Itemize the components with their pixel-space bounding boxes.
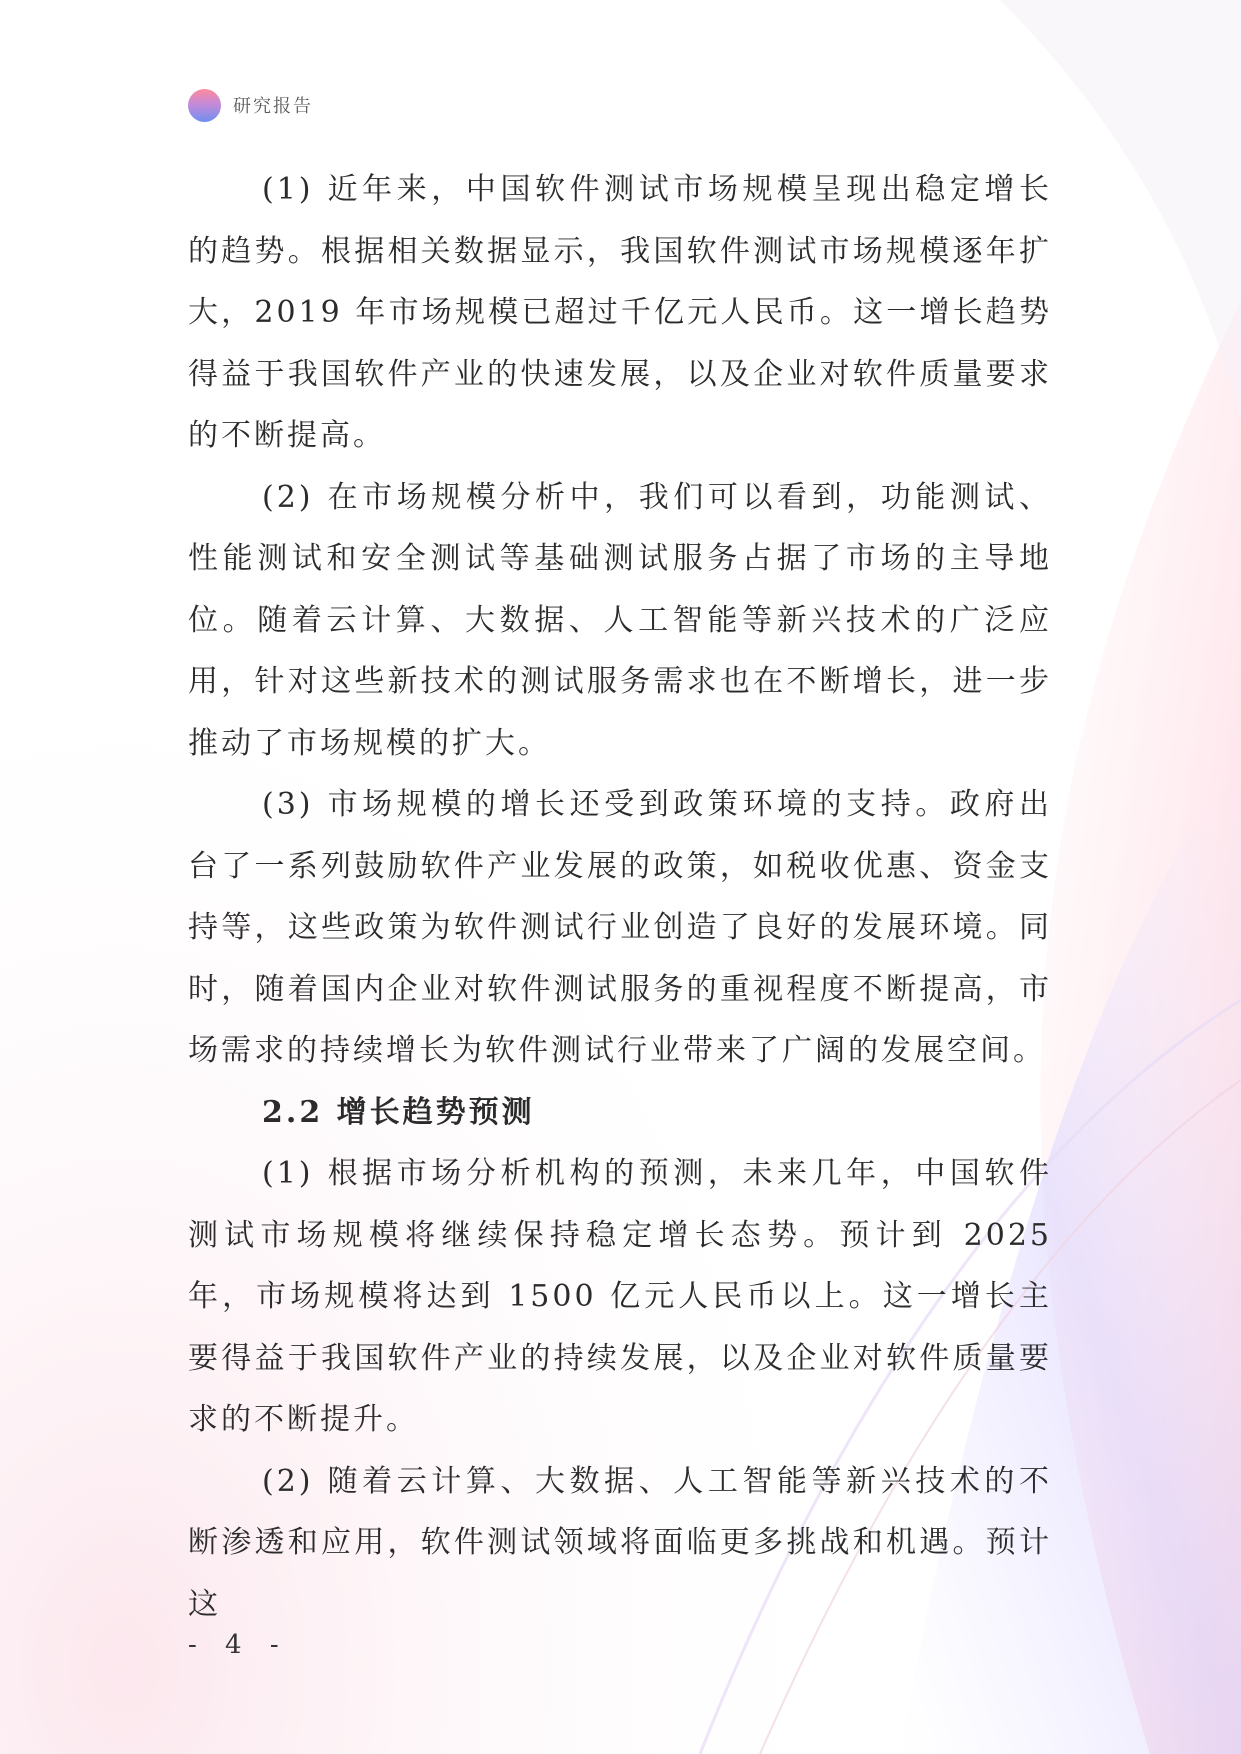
paragraph: (2) 随着云计算、大数据、人工智能等新兴技术的不断渗透和应用，软件测试领域将面临更多挑战和机遇。预计这 [188, 1463, 1052, 1622]
paragraph: (1) 根据市场分析机构的预测，未来几年，中国软件测试市场规模将继续保持稳定增长态势。预计到 2025 年，市场规模将达到 1500 亿元人民币以上。这一增长主要得益于我国软件产业的持续发展，以及企业对软件质量要求的不断提升。 [188, 1156, 1052, 1437]
paragraph: (1) 近年来，中国软件测试市场规模呈现出稳定增长的趋势。根据相关数据显示，我国软件测试市场规模逐年扩大，2019 年市场规模已超过千亿元人民币。这一增长趋势得益于我国软件产业的快速发展，以及企业对软件质量要求的不断提高。 [188, 172, 1052, 453]
section-heading: 2.2 增长趋势预测 [262, 1094, 535, 1130]
report-header [188, 88, 313, 122]
page-number: - 4 - [188, 1630, 289, 1660]
document-body [188, 159, 1052, 1635]
header-title: 研究报告 [233, 96, 313, 117]
paragraph: (2) 在市场规模分析中，我们可以看到，功能测试、性能测试和安全测试等基础测试服务占据了市场的主导地位。随着云计算、大数据、人工智能等新兴技术的广泛应用，针对这些新技术的测试服务需求也在不断增长，进一步推动了市场规模的扩大。 [188, 479, 1052, 761]
logo-circle-icon [188, 89, 221, 122]
paragraph: (3) 市场规模的增长还受到政策环境的支持。政府出台了一系列鼓励软件产业发展的政策，如税收优惠、资金支持等，这些政策为软件测试行业创造了良好的发展环境。同时，随着国内企业对软件测试服务的重视程度不断提高，市场需求的持续增长为软件测试行业带来了广阔的发展空间。 [188, 787, 1052, 1068]
